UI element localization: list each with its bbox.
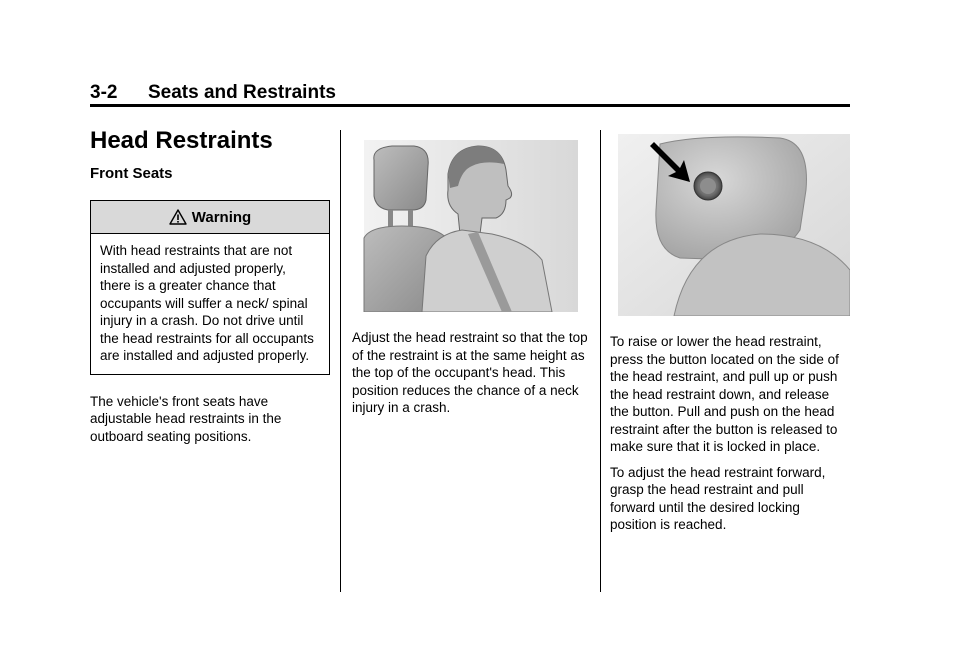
section-title: Seats and Restraints <box>148 82 336 103</box>
adjust-height-text: Adjust the head restraint so that the top of the restraint is at the same height as the top of the occupant's head. This position reduces the chance of a neck injury in a crash. <box>352 330 588 415</box>
warning-label: Warning <box>191 208 252 226</box>
section-subtitle: Front Seats <box>90 165 173 182</box>
column-right <box>610 130 850 534</box>
column-middle <box>352 130 590 417</box>
forward-adjust-text: To adjust the head restraint forward, grasp the head restraint and pull forward until the desired locking position is reached. <box>610 464 826 532</box>
front-seats-text: The vehicle's front seats have adjustable head restraints in the outboard seating positions. <box>90 393 282 444</box>
raise-lower-text: To raise or lower the head restraint, press the button located on the side of the head restraint, and pull up or push the head restraint down, and release the button. Pull and push on the head restraint after the button is released to make sure that it is locked in place. <box>610 334 839 454</box>
warning-box <box>90 200 330 375</box>
head-restraint-button-illustration <box>610 130 850 316</box>
warning-header <box>91 201 329 234</box>
head-restraint-position-illustration <box>352 130 590 312</box>
header-rule <box>90 104 850 107</box>
warning-text: With head restraints that are not installed and adjusted properly, there is a greater chance that occupants will suffer a neck/ spinal injury in a crash. Do not drive until the head restraints for all occupants are installed and adjusted properly. <box>100 243 314 363</box>
column-divider-2 <box>600 130 601 592</box>
page-title: Head Restraints <box>90 127 273 154</box>
page-header <box>90 82 850 104</box>
column-left <box>90 126 330 445</box>
column-divider-1 <box>340 130 341 592</box>
page-number: 3-2 <box>90 82 118 103</box>
warning-triangle-icon <box>169 209 187 225</box>
